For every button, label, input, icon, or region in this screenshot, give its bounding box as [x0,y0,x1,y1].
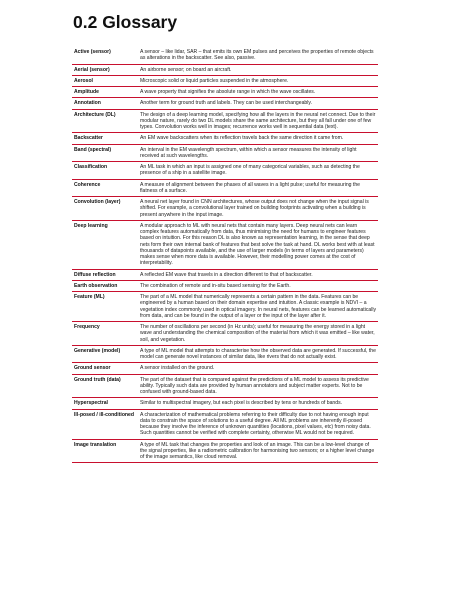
glossary-term: Backscatter [74,135,103,142]
glossary-definition: An airborne sensor; on board an aircraft. [140,66,232,73]
glossary-definition: The part of a ML model that numerically represents a certain pattern in the data. Features can be engineered by a human based on their domain expertise and intuition. A classic example is NDVI – a vegetation index commonly used in optical imagery. In neural nets, features can be learned automatically from data, and can be found in the output of a layer or the input of the layer after it. [140,294,377,319]
glossary-entry [72,270,378,281]
glossary-definition: An ML task in which an input is assigned one of many categorical variables, such as detecting the presence of a ship in a satellite image. [140,164,360,177]
glossary-entry [72,322,378,346]
glossary-entry [72,375,378,399]
glossary-definition: A reflected EM wave that travels in a direction different to that of backscatter. [140,271,313,278]
glossary-term: Image translation [74,441,117,448]
glossary-entry [72,346,378,364]
glossary-term: Feature (ML) [74,294,105,300]
glossary-term: Coherence [74,181,101,188]
glossary-definition: A characterization of mathematical problems referring to their difficulty due to not having enough input data to constrain the space of solutions to a useful degree. All ML problems are inherently ill-posed because they involve the inference of unknown quantities (locations, pixel values, etc) from noisy data. Such quantities cannot be verified with complete certainty, otherwise ML would not be required. [140,411,371,437]
glossary-entry [72,180,378,198]
glossary-definition: An interval in the EM wavelength spectrum, within which a sensor measures the intensity of light received at such wavelengths. [140,146,357,159]
glossary-term: Deep learning [74,222,108,229]
glossary-definition: Another term for ground truth and labels. They can be used interchangeably. [140,100,312,107]
glossary-entry [72,65,378,76]
glossary-term: Frequency [74,324,100,330]
glossary-entry [72,87,378,98]
glossary-definition: An EM wave backscatters when its reflection travels back the same direction it came from. [140,135,344,142]
glossary-term: Convolution (layer) [74,199,121,205]
glossary-entry [72,98,378,109]
glossary-term: Band (spectral) [74,146,112,153]
glossary-entry [72,197,378,221]
glossary-entry [72,398,378,409]
glossary-entry [72,281,378,292]
glossary-term: Annotation [74,100,101,107]
glossary-definition: Similar to multispectral imagery, but each pixel is described by tens or hundreds of bands. [140,400,343,407]
glossary-term: Ground sensor [74,365,111,372]
glossary-term: Hyperspectral [74,400,108,407]
glossary-entry [72,47,378,65]
glossary-definition: A measure of alignment between the phases of all waves in a light pulse; useful for measuring the flatness of a surface. [140,181,361,194]
glossary-entry [72,221,378,270]
glossary-definition: The part of the dataset that is compared against the predictions of a ML model to assess its predictive ability. Typically such data are provided by human annotators and subject matter experts. Not to be confused with ground-based data. [140,376,369,395]
glossary-term: Aerial (sensor) [74,66,110,73]
glossary-entry [72,363,378,374]
glossary-entry [72,440,378,464]
glossary-term: Earth observation [74,282,118,289]
glossary-entry [72,292,378,322]
glossary-list [72,47,378,463]
glossary-definition: A sensor installed on the ground. [140,365,215,372]
glossary-term: Aerosol [74,77,93,84]
page-title: 0.2 Glossary [73,12,178,32]
glossary-term: Diffuse reflection [74,271,116,278]
glossary-entry [72,162,378,180]
glossary-definition: The combination of remote and in-situ based sensing for the Earth. [140,282,291,289]
glossary-definition: A neural net layer found in CNN architectures, whose output does not change when the input signal is shifted. For example, a convolutional layer trained on building footprints activating when a building is present anywhere in the input image. [140,199,369,218]
glossary-definition: A sensor – like lidar, SAR – that emits its own EM pulses and perceives the properties of remote objects as alterations in the backscatter. See also, passive. [140,49,374,62]
glossary-entry [72,410,378,440]
glossary-entry [72,133,378,144]
glossary-entry [72,145,378,163]
glossary-definition: A wave property that signifies the absolute range in which the wave oscillates. [140,89,316,95]
glossary-definition: Microscopic solid or liquid particles suspended in the atmosphere. [140,77,289,84]
glossary-definition: A type of ML task that changes the properties and look of an image. This can be a low-level change of the signal properties, like a radiometric calibration for harmonising two sensors; or a higher level change of the image semantics, like cloud removal. [140,441,375,460]
glossary-term: Ground truth (data) [74,376,121,383]
glossary-term: Generative (model) [74,347,121,354]
glossary-definition: The number of oscillations per second (in Hz units); useful for measuring the energy stored in a light wave and understanding the chemical composition of the material from which it was emitted – like water, soil, and vegetation. [140,324,375,343]
glossary-definition: The design of a deep learning model, specifying how all the layers in the neural net connect. Due to their modular nature, rarely do two DL models share the same architecture, but they all fall under one of few types. Convolution works well in images; recurrence works well in sequential data (text). [140,111,376,130]
glossary-term: Amplitude [74,89,99,95]
glossary-term: Architecture (DL) [74,111,116,118]
glossary-entry [72,76,378,87]
glossary-term: Ill-posed / ill-conditioned [74,411,134,418]
glossary-definition: A type of ML model that attempts to characterise how the observed data are generated. If successful, the model can generate novel instances of similar data, like rivers that do not actually exist. [140,347,376,360]
glossary-term: Classification [74,164,108,170]
glossary-entry [72,110,378,134]
glossary-term: Active (sensor) [74,49,111,55]
glossary-definition: A modular approach to ML with neural nets that contain many layers. Deep neural nets can learn complex features automatically from data, thus minimising the need for humans to engineer features based on intuition. For this reason DL is also known as representation learning, in the sense that deep nets form their own internal bank of features that best solve the task at hand. DL works best with at least thousands of datapoints available, and the use of larger models (in terms of layers and parameters) makes sense when more data is available. However, their modelling power comes at the cost of interpretability. [140,222,375,267]
